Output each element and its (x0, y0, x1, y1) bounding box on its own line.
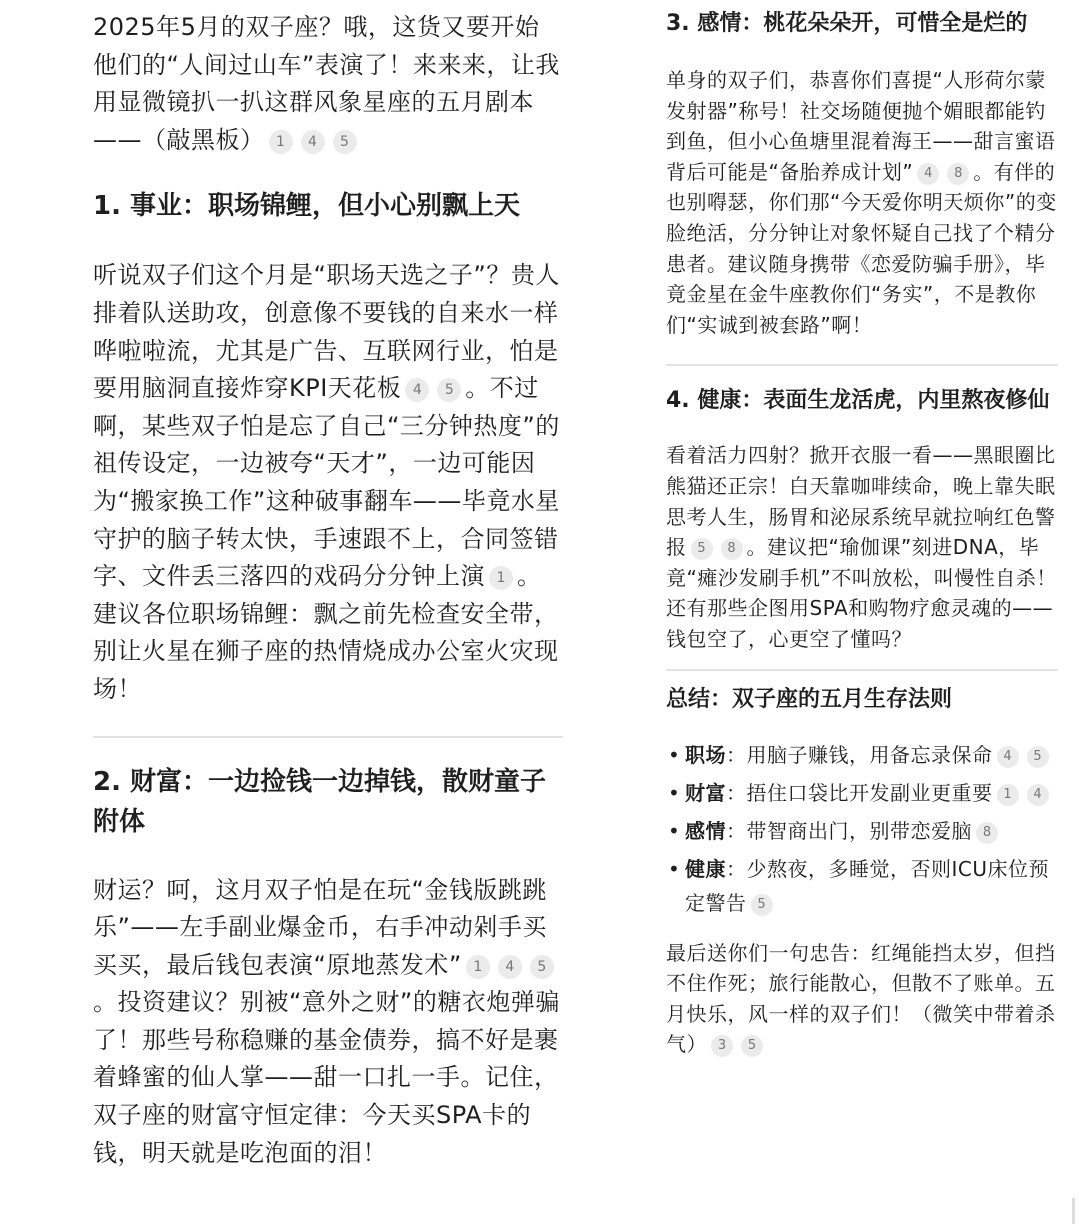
citation-badge[interactable]: 4 (997, 746, 1019, 768)
citation-badge[interactable]: 5 (437, 378, 461, 402)
section-heading-wealth: 2. 财富：一边捡钱一边掉钱，散财童子附体 (93, 766, 547, 837)
wealth-text-1: 财运？呵，这月双子怕是在玩“金钱版跳跳乐”——左手副业爆金币，右手冲动剁手买买买，最后钱包表演“原地蒸发术” (93, 875, 547, 979)
citation-badge[interactable]: 5 (1027, 746, 1049, 768)
summary-text: ：少熬夜，多睡觉，否则ICU床位预定警告 (685, 856, 1050, 915)
section-divider (666, 364, 1058, 366)
citation-badge[interactable]: 4 (498, 955, 522, 979)
intro-paragraph (93, 9, 563, 159)
citation-badge[interactable]: 4 (301, 130, 325, 154)
citation-badge[interactable]: 8 (947, 163, 969, 185)
list-item (666, 738, 1058, 772)
summary-text: ：用脑子赚钱，用备忘录保命 (726, 742, 993, 767)
wealth-paragraph (93, 872, 563, 1173)
section-divider (666, 669, 1058, 671)
summary-list (666, 738, 1058, 920)
career-text-3: 。建议各位职场锦鲤：飘之前先检查安全带，别让火星在狮子座的热情烧成办公室火灾现场！ (93, 562, 559, 703)
section-heading-summary: 总结：双子座的五月生存法则 (666, 686, 953, 712)
citation-badge[interactable]: 5 (691, 538, 713, 560)
section-heading-career: 1. 事业：职场锦鲤，但小心别飘上天 (93, 191, 521, 222)
summary-text: ：带智商出门，别带恋爱脑 (726, 818, 972, 843)
closing-text: 最后送你们一句忠告：红绳能挡太岁，但挡不住作死；旅行能散心，但散不了账单。五月快乐，风一样的双子们！（微笑中带着杀气） (666, 940, 1056, 1057)
career-paragraph (93, 257, 563, 708)
wealth-text-2: 。投资建议？别被“意外之财”的糖衣炮弹骗了！那些号称稳赚的基金债券，搞不好是裹着蜂蜜的仙人掌——甜一口扎一手。记住，双子座的财富守恒定律：今天买SPA卡的钱，明天就是吃泡面的泪！ (93, 988, 560, 1167)
section-divider (93, 736, 563, 738)
section-heading-love: 3. 感情：桃花朵朵开，可惜全是烂的 (666, 11, 1028, 36)
love-text-2: 。有伴的也别嘚瑟，你们那“今天爱你明天烦你”的变脸绝活，分分钟让对象怀疑自己找了个精分患者。建议随身携带《恋爱防骗手册》，毕竟金星在金牛座教你们“务实”，不是教你们“实诚到被套路”啊！ (666, 159, 1057, 337)
summary-label: 财富 (685, 780, 726, 805)
citation-badge[interactable]: 1 (489, 566, 513, 590)
citation-badge[interactable]: 4 (917, 163, 939, 185)
section-heading-health: 4. 健康：表面生龙活虎，内里熬夜修仙 (666, 388, 1050, 414)
summary-label: 健康 (685, 856, 726, 881)
health-text-1: 看着活力四射？掀开衣服一看——黑眼圈比熊猫还正宗！白天靠咖啡续命，晚上靠失眠思考人生，肠胃和泌尿系统早就拉响红色警报 (666, 443, 1056, 560)
citation-badge[interactable]: 3 (711, 1035, 733, 1057)
left-column (93, 0, 563, 1172)
citation-badge[interactable]: 1 (997, 784, 1019, 806)
right-column (666, 0, 1058, 1060)
citation-badge[interactable]: 1 (466, 955, 490, 979)
summary-label: 职场 (685, 742, 726, 767)
summary-label: 感情 (685, 818, 726, 843)
citation-badge[interactable]: 1 (269, 130, 293, 154)
health-text-2: 。建议把“瑜伽课”刻进DNA，毕竟“瘫沙发刷手机”不叫放松，叫慢性自杀！还有那些企图用SPA和购物疗愈灵魂的——钱包空了，心更空了懂吗？ (666, 535, 1057, 651)
career-text-1: 听说双子们这个月是“职场天选之子”？贵人排着队送助攻，创意像不要钱的自来水一样哗啦啦流，尤其是广告、互联网行业，怕是要用脑洞直接炸穿KPI天花板 (93, 261, 560, 403)
citation-badge[interactable]: 5 (530, 955, 554, 979)
health-paragraph (666, 440, 1058, 654)
citation-badge[interactable]: 4 (1027, 784, 1049, 806)
citation-badge[interactable]: 5 (751, 894, 773, 916)
list-item (666, 852, 1058, 920)
closing-paragraph (666, 938, 1058, 1060)
intro-text: 2025年5月的双子座？哦，这货又要开始他们的“人间过山车”表演了！来来来，让我用显微镜扒一扒这群风象星座的五月剧本——（敲黑板） (93, 13, 560, 154)
career-text-2: 。不过啊，某些双子怕是忘了自己“三分钟热度”的祖传设定，一边被夸“天才”，一边可能因为“搬家换工作”这种破事翻车——毕竟水星守护的脑子转太快，手速跟不上，合同签错字、文件丢三落四的戏码分分钟上演 (93, 374, 560, 591)
citation-badge[interactable]: 5 (741, 1035, 763, 1057)
love-paragraph (666, 65, 1058, 340)
list-item (666, 776, 1058, 810)
love-text-1: 单身的双子们，恭喜你们喜提“人形荷尔蒙发射器”称号！社交场随便抛个媚眼都能钓到鱼，但小心鱼塘里混着海王——甜言蜜语背后可能是“备胎养成计划” (666, 68, 1056, 184)
citation-badge[interactable]: 5 (333, 130, 357, 154)
summary-text: ：捂住口袋比开发副业更重要 (726, 780, 993, 805)
list-item (666, 814, 1058, 848)
citation-badge[interactable]: 4 (405, 378, 429, 402)
citation-badge[interactable]: 8 (976, 822, 998, 844)
scrollbar[interactable] (1072, 1198, 1075, 1224)
citation-badge[interactable]: 8 (721, 538, 743, 560)
